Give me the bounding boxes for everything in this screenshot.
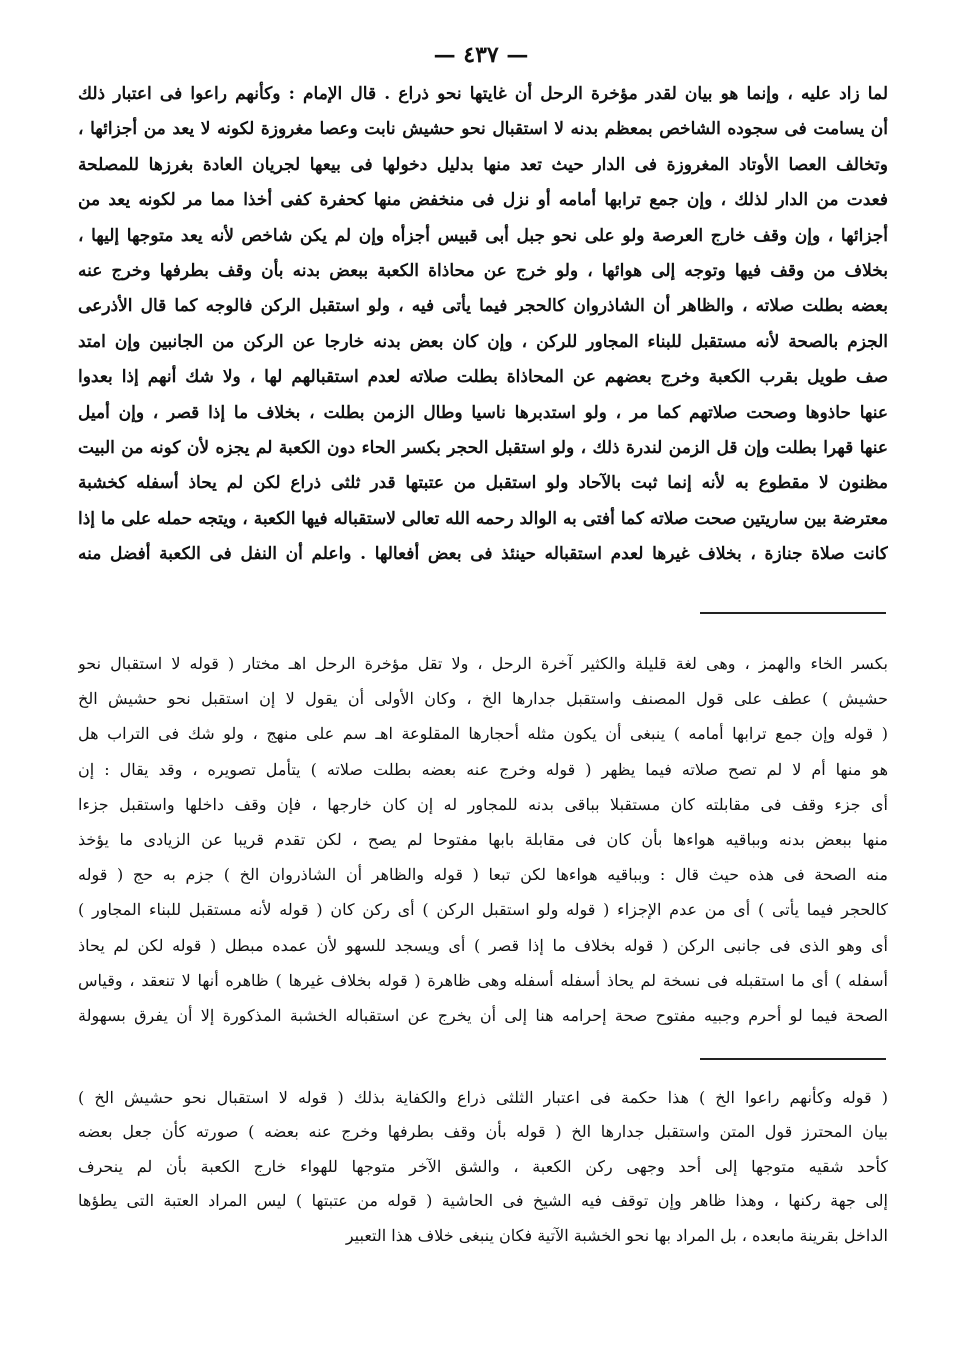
main-text-line: وتخالف العصا الأوتاد المغروزة فى الدار حيث تعد منها بدليل دخولها فى بيعها لجريان العادة بغرزها للمصلحة bbox=[78, 154, 888, 175]
commentary-line: الصحة فيما لو أحرم وجبيه مفتوح صحة إحرامه هنا إلى أن يخرج عن استقباله الخشبة المذكورة إلا أن يفرق بسهولة bbox=[78, 1005, 888, 1025]
main-text-line: الجزم بالصحة لأنه مستقبل للبناء المجاور للركن ، وإن كان بعض بدنه خارجا عن الركن من الجانبين وإن امتد bbox=[78, 331, 888, 352]
main-text-line: عنها حاذوها وصحت صلاتهم كما مر ، ولو استدبرها ناسيا وطال الزمن بطلت ، بخلاف ما إذا قصر ، وإن أميل bbox=[78, 402, 888, 423]
commentary-line: أى وهو الذى فى جانبى الركن ( قوله بخلاف ما إذا قصر ) أى ويسجد للسهو لأن عمده مبطل ( قوله لكن لم يحاذ bbox=[78, 935, 888, 955]
commentary-line: ( قوله وإن جمع ترابها أمامه ) ينبغى أن يكون مثله أحجارها المقلوعة اهـ سم على منهج ، ولو شك فى التراب هل bbox=[78, 724, 888, 744]
main-text-line: عنها قهرا بطلت وإن قل الزمن لندرة ذلك ، ولو استقبل الحجر بكسر الحاء دون الكعبة لم يجزه لأن كونه من البيت bbox=[78, 437, 888, 458]
main-text-line: أن يسامت فى سجوده الشاخص بمعظم بدنه لا استقبال نحو حشيش نابت وعصا مغروزة لكونه لا يعد من أجزائها ، bbox=[78, 119, 888, 140]
main-text-line: كانت صلاة جنازة ، بخلاف غيرها لعدم استقباله حينئذ فى بعض أفعالها . واعلم أن النفل فى الكعبة أفضل منه bbox=[78, 544, 888, 565]
footnote-separator bbox=[700, 1058, 886, 1060]
commentary bbox=[78, 646, 888, 1033]
main-text-line: بخلاف من وقف فيها وتوجه إلى هوائها ، ولو خرج عن محاذاة الكعبة ببعض بدنه بأن وقف بطرفها وخرج عنه bbox=[78, 260, 888, 281]
main-text bbox=[78, 77, 888, 572]
main-text-line: لما زاد عليه ، وإنما هو بيان لقدر مؤخرة الرحل أن غايتها نحو ذراع . قال الإمام : وكأنهم راعوا فى اعتبار ذلك bbox=[78, 84, 888, 104]
footnote-line: ( قوله وكأنهم راعوا الخ ) هذا حكمة فى اعتبار الثلثى ذراع والكفاية بذلك ( قوله لا استقبال نحو حشيش الخ ) bbox=[78, 1088, 888, 1107]
main-text-line: بعضه بطلت صلاته ، والظاهر أن الشاذروان كالحجر فيما يأتى فيه ، ولو استقبل الركن فالوجه كما قال الأذرعى bbox=[78, 296, 888, 317]
footnote-line: بيان المحترز قول المتن واستقبل جدارها الخ ( قوله بأن وقف بطرفها وخرج عنه بعضه ) صورته كأن جعل بعضه bbox=[78, 1122, 888, 1142]
page-number: — ٤٣٧ — bbox=[433, 42, 529, 68]
footnote-line: كأحد شقيه متوجها إلى أحد وجهى ركن الكعبة ، والشق الآخر متوجها للهواء خارج الكعبة بأن لم ينحرف bbox=[78, 1156, 888, 1176]
commentary-line: حشيش ) عطف على قول المصنف واستقبل جدارها الخ ، وكان الأولى أن يقول لا إن استقبل نحو حشيش الخ bbox=[78, 689, 888, 709]
footnote-line: إلى جهة ركنها ، وهذا ظاهر وإن توقف فيه الشيخ فى الحاشية ( قوله من عتبتها ) ليس المراد العتبة التى يطؤها bbox=[78, 1191, 888, 1211]
main-text-line: صف طويل بقرب الكعبة وخرج بعضهم عن المحاذاة بطلت صلاته لعدم استقبالهم لها ، ولا شك أنهم إذا بعدوا bbox=[78, 367, 888, 388]
commentary-line: منه الصحة فى هذه حيث قال : وبباقيه هواءها لكن تبعا ( قوله والظاهر أن الشاذروان الخ ) جزم به حج ( قوله bbox=[78, 865, 888, 885]
commentary-line: كالحجر فيما يأتى ) أى من عدم الإجزاء ( قوله ولو استقبل الركن ) أى ركن كان ( قوله لأنه مستقبل للبناء المجاور ) bbox=[78, 900, 888, 920]
commentary-line: بكسر الخاء والهمز ، وهى لغة قليلة والكثير آخرة الرحل ، ولا تقل مؤخرة الرحل اهـ مختار ( قوله لا استقبال نحو bbox=[78, 654, 888, 673]
commentary-line: هو منها أم لا لم تصح صلاته فيما يظهر ( قوله وخرج عنه بعضه بطلت صلاته ) يتأمل تصويره ، وقد يقال : إن bbox=[78, 759, 888, 779]
main-text-line: مظنون لا مقطوع به لأنه إنما ثبت بالآحاد ولو استقبل من عتبتها قدر ثلثى ذراع لكن لم يحاذ أسفله كخشبة bbox=[78, 473, 888, 494]
footnote-line: الداخل بقرينة مابعده ، بل المراد بها نحو الخشبة الآتية فكان ينبغى خلاف هذا التعبير bbox=[345, 1225, 888, 1245]
commentary-line: منها ببعض بدنه وبباقيه هواءها بأن كان فى مقابلة بابها مفتوحا لم يصح ، لكن تقدم قريبا عن الزيادى ما يؤخذ bbox=[78, 829, 888, 849]
main-text-line: أجزائها ، وإن وقف خارج العرصة ولو على نحو جبل أبى قبيس أجزأه وإن لم يكن شاخص لأنه يعد متوجها إليها ، bbox=[78, 225, 888, 246]
commentary-line: أى جزء وقف فى مقابلته كان مستقبلا بباقى بدنه للمجاور له إن كان خارجها ، فإن وقف داخلها واستقبل جزءا bbox=[78, 794, 888, 814]
commentary-separator bbox=[700, 612, 886, 614]
main-text-line: فعدت من الدار لذلك ، وإن جمع ترابها أمامه أو نزل فى منخفض منها كحفرة كفى أخذا مما مر لكونه يعد من bbox=[78, 190, 888, 211]
commentary-line: أسفله ) أى ما استقبله فى نسخة لم يحاذ أسفله أسفله وهى ظاهرة ( قوله بخلاف غيرها ) ظاهره أنها لا تنعقد ، وقياس bbox=[78, 970, 888, 990]
main-text-line: معترضة بين ساريتين صحت صلاته كما أفتى به الوالد رحمه الله تعالى لاستقباله فيها الكعبة ، ويتجه حمله على ما إذا bbox=[78, 508, 888, 529]
footnotes bbox=[78, 1081, 888, 1253]
